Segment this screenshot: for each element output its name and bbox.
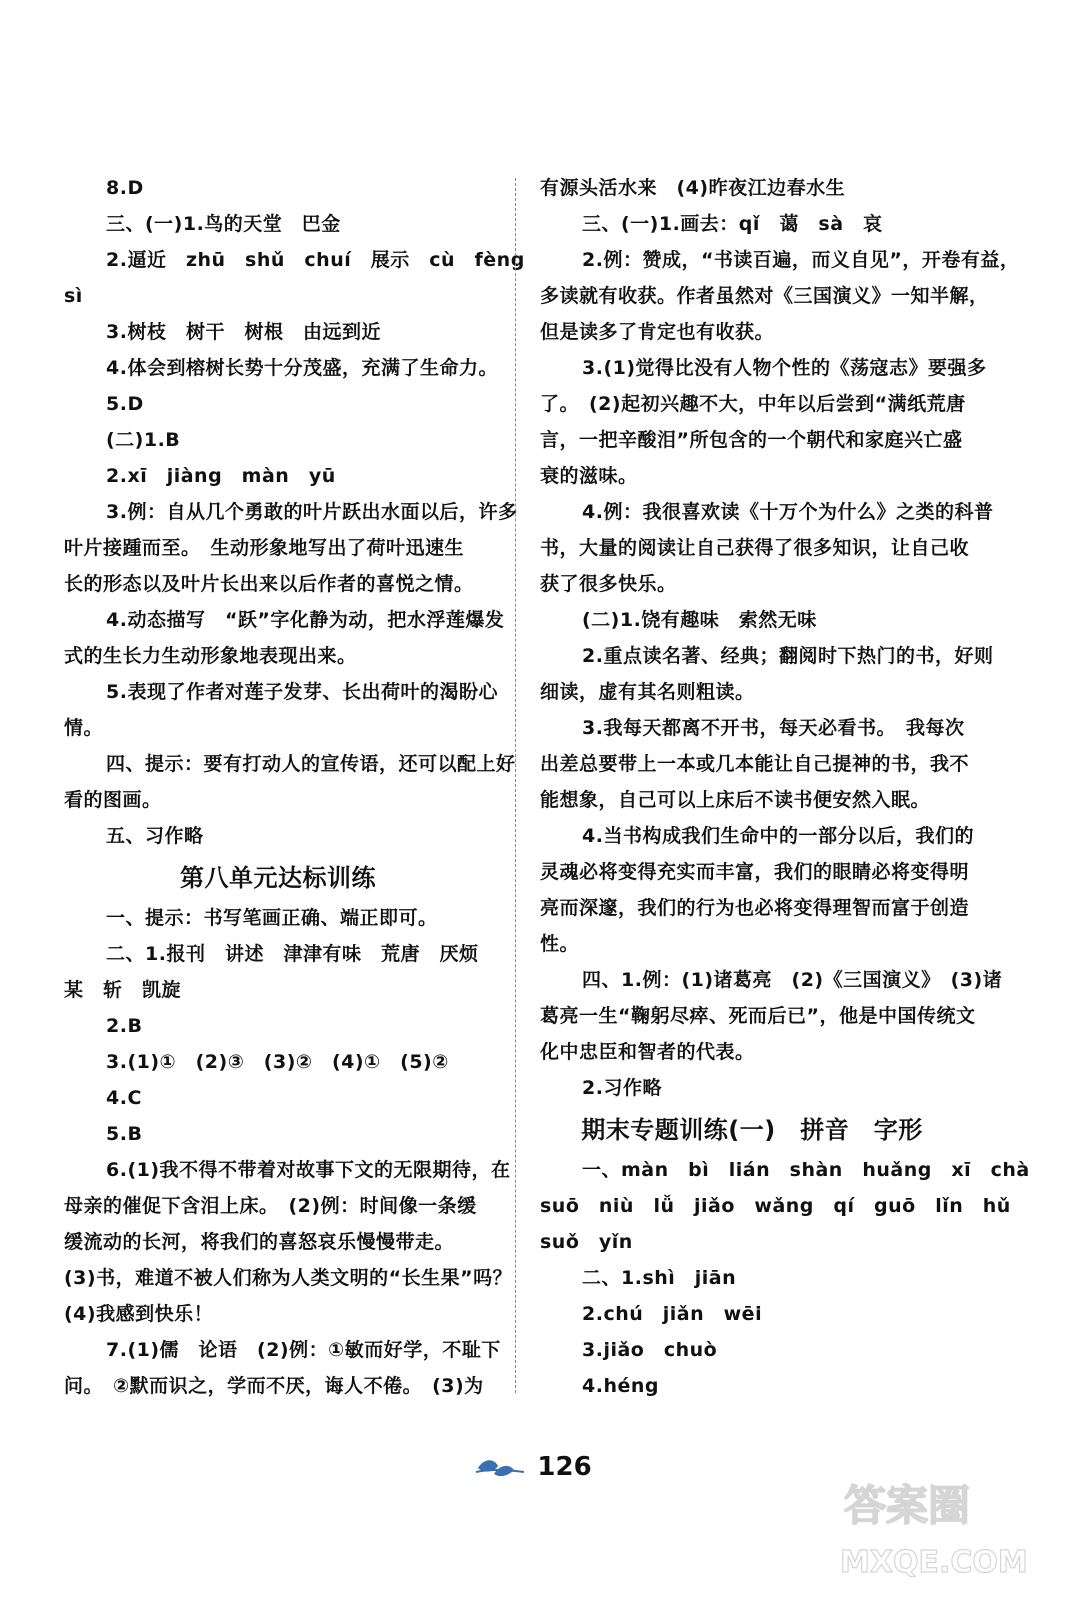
answer-line: 五、习作略: [106, 825, 204, 847]
answer-line: 某 斩 凯旋: [64, 979, 182, 1001]
left-column: [64, 170, 525, 1404]
answer-line: 3.jiǎo chuò: [582, 1339, 718, 1361]
answer-line: 出差总要带上一本或几本能让自己提神的书，我不: [540, 753, 970, 775]
answer-line: 4.体会到榕树长势十分茂盛，充满了生命力。: [106, 357, 498, 379]
answer-line: 6.(1)我不得不带着对故事下文的无限期待，在: [106, 1159, 511, 1181]
answer-line: 三、(一)1.画去：qǐ 蔼 sà 哀: [582, 213, 883, 235]
answer-line: 了。 (2)起初兴趣不大，中年以后尝到“满纸荒唐: [540, 393, 966, 415]
answer-line: 化中忠臣和智者的代表。: [540, 1041, 755, 1063]
answer-line: (3)书，难道不被人们称为人类文明的“长生果”吗？: [64, 1267, 513, 1289]
answer-line: 一、màn bì lián shàn huǎng xī chà: [582, 1159, 1030, 1181]
answer-line: 2.xī jiàng màn yū: [106, 465, 336, 487]
answer-line: 5.表现了作者对莲子发芽、长出荷叶的渴盼心: [106, 681, 498, 703]
answer-line: 看的图画。: [64, 789, 162, 811]
answer-line: 四、提示：要有打动人的宣传语，还可以配上好: [106, 753, 516, 775]
answer-line: 4.héng: [582, 1375, 659, 1397]
answer-line: 灵魂必将变得充实而丰富，我们的眼睛必将变得明: [540, 861, 970, 883]
answer-line: 2.chú jiǎn wēi: [582, 1303, 763, 1325]
answer-line: 多读就有收获。作者虽然对《三国演义》一知半解，: [540, 285, 989, 307]
answer-line: 4.动态描写 “跃”字化静为动，把水浮莲爆发: [106, 609, 505, 631]
answer-line: 2.逼近 zhū shǔ chuí 展示 cù fèng: [106, 249, 525, 271]
answer-line: 3.树枝 树干 树根 由远到近: [106, 321, 381, 343]
answer-line: 四、1.例：(1)诸葛亮 (2)《三国演义》 (3)诸: [582, 969, 1003, 991]
answer-line: 2.B: [106, 1015, 143, 1037]
column-divider: [515, 178, 516, 1393]
answer-line: 3.例：自从几个勇敢的叶片跃出水面以后，许多: [106, 501, 518, 523]
answer-line: 4.C: [106, 1087, 142, 1109]
answer-line: 衰的滋味。: [540, 465, 638, 487]
answer-line: 缓流动的长河，将我们的喜怒哀乐慢慢带走。: [64, 1231, 455, 1253]
watermark-top-text: 答案圈: [844, 1481, 971, 1530]
answer-line: 8.D: [106, 177, 144, 199]
answer-line: 4.当书构成我们生命中的一部分以后，我们的: [582, 825, 974, 847]
answer-line: (二)1.B: [106, 429, 181, 451]
answer-line: 7.(1)儒 论语 (2)例：①敏而好学，不耻下: [106, 1339, 501, 1361]
watermark-logo: [836, 1472, 1046, 1582]
answer-line: 5.D: [106, 393, 144, 415]
answer-line: (二)1.饶有趣味 索然无味: [582, 609, 817, 631]
watermark-bottom-text: MXQE.COM: [840, 1545, 1028, 1580]
section-heading: 第八单元达标训练: [180, 864, 376, 892]
answer-line: 叶片接踵而至。 生动形象地写出了荷叶迅速生: [64, 537, 465, 559]
answer-line: sì: [64, 285, 83, 307]
answer-line: 3.我每天都离不开书，每天必看书。 我每次: [582, 717, 965, 739]
answer-line: 性。: [540, 933, 580, 955]
answer-line: 2.例：赞成，“书读百遍，而义自见”，开卷有益，: [582, 249, 1020, 271]
answer-line: 书，大量的阅读让自己获得了很多知识，让自己收: [540, 537, 970, 559]
answer-line: 亮而深邃，我们的行为也必将变得理智而富于创造: [540, 897, 970, 919]
answer-line: 葛亮一生“鞠躬尽瘁、死而后已”，他是中国传统文: [540, 1005, 976, 1027]
answer-line: 5.B: [106, 1123, 143, 1145]
answer-line: suǒ yǐn: [540, 1231, 633, 1253]
right-column: [540, 170, 1030, 1404]
answer-line: 2.习作略: [582, 1077, 662, 1099]
answer-line: 2.重点读名著、经典；翻阅时下热门的书，好则: [582, 645, 994, 667]
answer-line: 3.(1)① (2)③ (3)② (4)① (5)②: [106, 1051, 449, 1073]
answer-line: 获了很多快乐。: [540, 573, 677, 595]
answer-line: (4)我感到快乐！: [64, 1303, 214, 1325]
section-heading: 期末专题训练(一) 拼音 字形: [581, 1116, 923, 1144]
answer-line: 二、1.shì jiān: [582, 1267, 737, 1289]
answer-line: 式的生长力生动形象地表现出来。: [64, 645, 357, 667]
answer-line: 有源头活水来 (4)昨夜江边春水生: [540, 177, 846, 199]
answer-line: 能想象，自己可以上床后不读书便安然入眠。: [540, 789, 931, 811]
answer-line: 细读，虚有其名则粗读。: [540, 681, 755, 703]
answer-line: 但是读多了肯定也有收获。: [540, 321, 775, 343]
answer-line: suō niù lǚ jiǎo wǎng qí guō lǐn hǔ: [540, 1195, 1011, 1217]
page-number: 126: [537, 1452, 592, 1482]
answer-line: 二、1.报刊 讲述 津津有味 荒唐 厌烦: [106, 943, 479, 965]
answer-line: 问。 ②默而识之，学而不厌，诲人不倦。 (3)为: [64, 1375, 484, 1397]
answer-line: 言，一把辛酸泪”所包含的一个朝代和家庭兴亡盛: [540, 429, 963, 451]
answer-line: 情。: [64, 717, 104, 739]
leaf-ornament-icon: [474, 1454, 526, 1480]
answer-line: 三、(一)1.鸟的天堂 巴金: [106, 213, 341, 235]
answer-line: 一、提示：书写笔画正确、端正即可。: [106, 907, 438, 929]
answer-line: 3.(1)觉得比没有人物个性的《荡寇志》要强多: [582, 357, 987, 379]
answer-line: 长的形态以及叶片长出来以后作者的喜悦之情。: [64, 573, 474, 595]
answer-line: 4.例：我很喜欢读《十万个为什么》之类的科普: [582, 501, 994, 523]
answer-line: 母亲的催促下含泪上床。 (2)例：时间像一条缓: [64, 1195, 477, 1217]
